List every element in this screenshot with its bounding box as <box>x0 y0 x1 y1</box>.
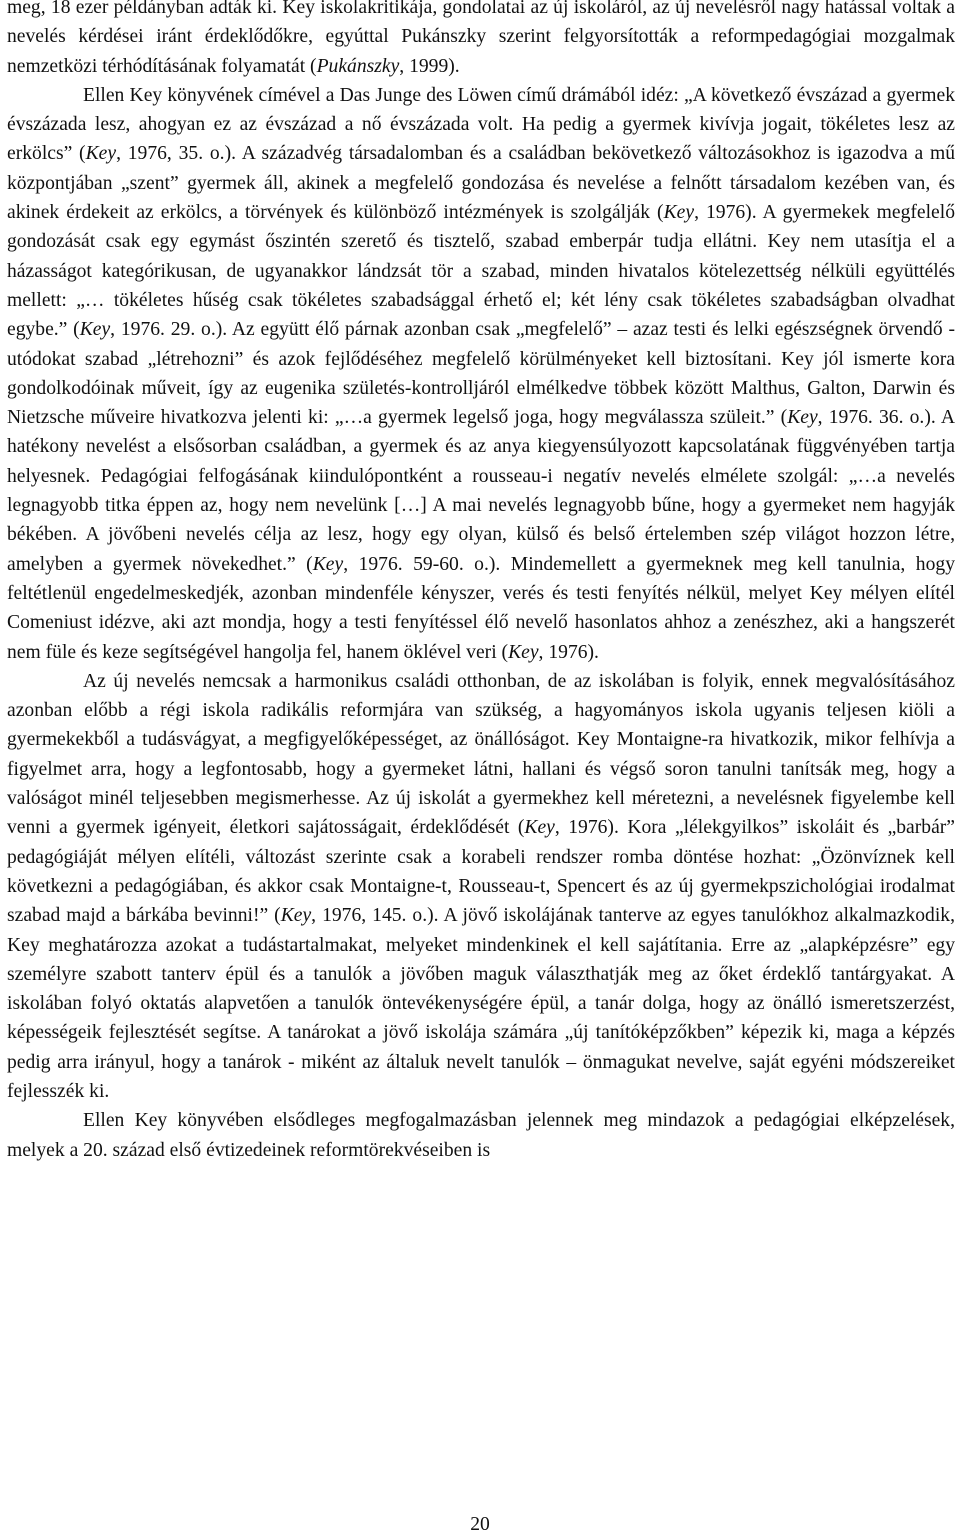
citation-author: Key <box>280 905 312 927</box>
citation-author: Key <box>85 143 117 165</box>
citation-author: Key <box>312 553 344 575</box>
text-run: Ellen Key könyvének címével a Das Junge des Löwen című drámából idéz: „A következő évszázad a gyermek évszázada lesz, ahogyan ez az évszázad a nő évszázada volt. Ha pedig a gyermek kivívja jogait, tökéletes lesz az erkölcs” ( <box>7 84 955 165</box>
text-run: , 1976). A gyermekek megfelelő gondozását csak egy egymást őszintén szerető és tisztelő, szabad emberpár tudja ellátni. Key nem utasítja el a házasságot kategórikusan, de ugyanakkor lándzsát tör a szabad, minden hivatalos kötelezettség nélküli együttélés mellett: „… tökéletes hűség csak tökéletes szabadsággal érhető el; két lény csak tökéletes szabadságban olvadhat egybe.” ( <box>7 202 955 341</box>
paragraph-2 <box>7 81 955 667</box>
text-run: , 1976. 36. o.). A hatékony nevelést a elsősorban családban, a gyermek és az anya kiegyensúlyozott kapcsolatának függvényében tartja helyesnek. Pedagógiai felfogásának kiindulópontként a rousseau-i negatív nevelés elmélete szolgál: „…a nevelés legnagyobb titka éppen az, hogy nem nevelünk […] A mai nevelés legnagyobb bűne, hogy a gyermeket nem hagyják békében. A jövőbeni nevelés célja az lesz, hogy egy olyan, külső és belső értelemben szép világot hozzon létre, amelyben a gyermek növekedhet.” ( <box>7 407 955 575</box>
citation-author: Key <box>663 202 695 224</box>
text-run: , 1976, 35. o.). A századvég társadalomban és a családban bekövetkező változásokhoz is igazodva a mű központjában „szent” gyermek áll, akinek a megfelelő gondozása és nevelése a felnőtt társadalom kezében van, és akinek érdekeit az erkölcs, a törvények és különböző intézmények is szolgálják ( <box>7 143 955 224</box>
text-run: Ellen Key könyvében elsődleges megfogalmazásban jelennek meg mindazok a pedagógiai elképzelések, melyek a 20. század első évtizedeinek reformtörekvéseiben is <box>7 1110 955 1161</box>
text-run: Az új nevelés nemcsak a harmonikus családi otthonban, de az iskolában is folyik, ennek megvalósításához azonban előbb a régi iskola radikális reformjára van szükség, a hagyományos iskola ugyanis teljesen kiöli a gyermekekből a tudásvágyat, a megfigyelőképességet, az önállóságot. Key Montaigne-ra hivatkozik, mikor felhívja a figyelmet arra, hogy a legfontosabb, hogy a gyermeket látni, hallani és végső soron tanulni tanítsák meg, hogy a valóságot minél teljesebben megismerhesse. Az új iskolát a gyermekhez kell méretezni, a nevelésnek figyelembe kell venni a gyermek igényeit, életkori sajátosságait, érdeklődését ( <box>7 670 955 839</box>
paragraph-1 <box>7 0 955 81</box>
page-number: 20 <box>470 1514 490 1535</box>
text-run: , 1976). <box>538 641 599 663</box>
citation-author: Key <box>79 319 111 341</box>
text-run: , 1976. 59-60. o.). Mindemellett a gyermeknek meg kell tanulnia, hogy feltétlenül engedelmeskedjék, azonban mindenféle kényszer, verés és testi fenyítés nélkül, melyet Key mélyen elítél Comeniust idézve, aki azt mondja, hogy a testi fenyítéssel élő nevelő hasonlatos ahhoz a zenészhez, aki a hangszerét nem füle és keze segítségével hangolja fel, hanem öklével veri ( <box>7 553 955 663</box>
text-run: , 1976, 145. o.). A jövő iskolájának tanterve az egyes tanulókhoz alkalmazkodik, Key meghatározza azokat a tudástartalmakat, melyeket mindenkinek el kell sajátítania. Erre az „alapképzésre” egy személyre szabott tanterv épül és a tanulók a jövőben maguk választhatják meg az őket érdeklő tantárgyakat. A iskolában folyó oktatás alapvetően a tanulók öntevékenységére épül, a tanár dolga, hogy az önálló ismeretszerzést, képességeik fejlesztését segítse. A tanárokat a jövő iskolája számára „új tanítóképzőkben” képezik ki, maga a képzés pedig arra irányul, hogy a tanárok - miként az általuk nevelt tanulók – önmagukat nevelve, saját egyéni módszereiket fejlesszék ki. <box>7 905 955 1102</box>
citation-author: Key <box>787 407 818 429</box>
text-run: meg, 18 ezer példányban adták ki. Key iskolakritikája, gondolatai az új iskoláról, az új nevelésről nagy hatással voltak a nevelés kérdései iránt érdeklődőkre, egyúttal Pukánszky szerint felgyorsították a reformpedagógiai mozgalmak nemzetközi térhódításának folyamatát ( <box>7 0 955 77</box>
paragraph-3 <box>7 667 955 1106</box>
body-text <box>7 0 955 1165</box>
text-run: , 1976). Kora „lélekgyilkos” iskoláit és „barbár” pedagógiáját mélyen elítéli, változást szerinte csak a korabeli rendszer romba döntése hozhat: „Özönvíznek kell következni a pedagógiában, és akkor csak Montaigne-t, Rousseau-t, Spencert és az új gyermekpszichológiai irodalmat szabad majd a bárkába bevinni!” ( <box>7 817 955 927</box>
citation-author: Key <box>524 817 555 839</box>
citation-author: Pukánszky <box>316 55 400 77</box>
text-run: , 1976. 29. o.). Az együtt élő párnak azonban csak „megfelelő” – azaz testi és lelki egészségnek örvendő - utódokat szabad „létrehozni” és azok fejlődéséhez megfelelő körülményeket kell biztosítani. Key jól ismerte kora gondolkodóinak műveit, így az eugenika születés-kontrolljáról elmélkedve többek között Malthus, Galton, Darwin és Nietzsche műveire hivatkozva jelenti ki: „…a gyermek legelső joga, hogy megválassza szüleit.” ( <box>7 319 955 429</box>
citation-author: Key <box>508 641 539 663</box>
paragraph-4 <box>7 1106 955 1165</box>
text-run: , 1999). <box>399 55 460 77</box>
